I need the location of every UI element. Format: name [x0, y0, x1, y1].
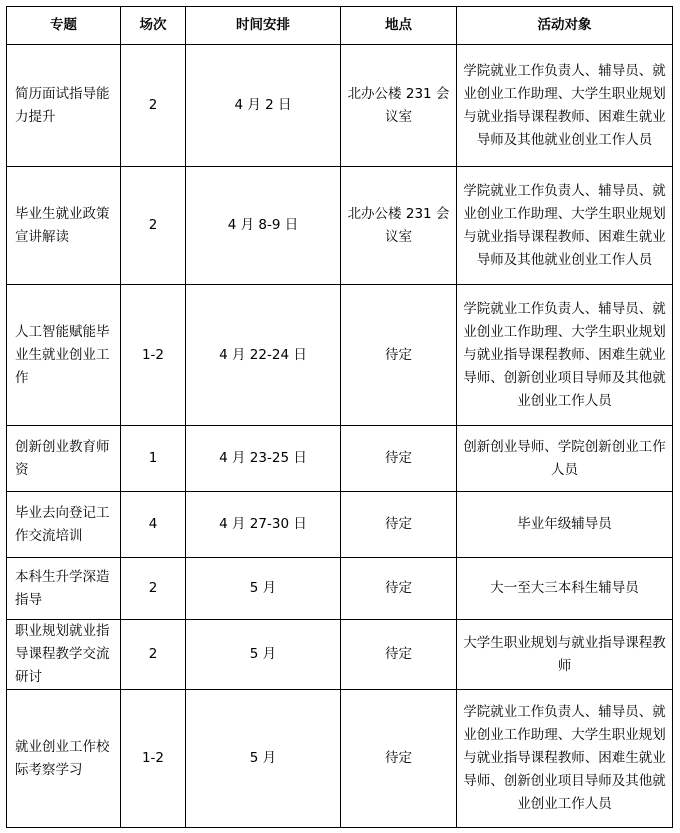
- table-row: [7, 690, 673, 828]
- cell-sessions: 1: [121, 426, 186, 492]
- training-schedule-table: [6, 6, 673, 828]
- cell-topic: 毕业去向登记工作交流培训: [7, 492, 121, 558]
- cell-sessions: 2: [121, 620, 186, 690]
- cell-place: 北办公楼 231 会议室: [341, 45, 457, 167]
- table-row: [7, 620, 673, 690]
- cell-sessions: 1-2: [121, 285, 186, 426]
- cell-topic: 本科生升学深造指导: [7, 558, 121, 620]
- cell-time: 4 月 27-30 日: [186, 492, 341, 558]
- table-row: [7, 45, 673, 167]
- table-row: [7, 426, 673, 492]
- cell-sessions: 1-2: [121, 690, 186, 828]
- cell-sessions: 2: [121, 45, 186, 167]
- cell-sessions: 2: [121, 558, 186, 620]
- cell-audience: 大学生职业规划与就业指导课程教师: [457, 620, 673, 690]
- table-row: [7, 492, 673, 558]
- table-row: [7, 167, 673, 285]
- table-row: [7, 285, 673, 426]
- cell-sessions: 2: [121, 167, 186, 285]
- cell-topic: 创新创业教育师资: [7, 426, 121, 492]
- cell-time: 4 月 8-9 日: [186, 167, 341, 285]
- cell-topic: 职业规划就业指导课程教学交流研讨: [7, 620, 121, 690]
- cell-audience: 创新创业导师、学院创新创业工作人员: [457, 426, 673, 492]
- header-row: [7, 7, 673, 45]
- cell-topic: 毕业生就业政策宣讲解读: [7, 167, 121, 285]
- header-audience: 活动对象: [457, 7, 673, 45]
- cell-time: 5 月: [186, 558, 341, 620]
- table-row: [7, 558, 673, 620]
- cell-time: 5 月: [186, 620, 341, 690]
- cell-audience: 学院就业工作负责人、辅导员、就业创业工作助理、大学生职业规划与就业指导课程教师、困难生就业导师及其他就业创业工作人员: [457, 167, 673, 285]
- cell-place: 待定: [341, 492, 457, 558]
- header-time: 时间安排: [186, 7, 341, 45]
- cell-audience: 大一至大三本科生辅导员: [457, 558, 673, 620]
- cell-topic: 人工智能赋能毕业生就业创业工作: [7, 285, 121, 426]
- cell-topic: 就业创业工作校际考察学习: [7, 690, 121, 828]
- cell-sessions: 4: [121, 492, 186, 558]
- cell-audience: 毕业年级辅导员: [457, 492, 673, 558]
- cell-place: 待定: [341, 426, 457, 492]
- cell-place: 待定: [341, 690, 457, 828]
- cell-time: 5 月: [186, 690, 341, 828]
- header-place: 地点: [341, 7, 457, 45]
- cell-time: 4 月 22-24 日: [186, 285, 341, 426]
- cell-audience: 学院就业工作负责人、辅导员、就业创业工作助理、大学生职业规划与就业指导课程教师、困难生就业导师及其他就业创业工作人员: [457, 45, 673, 167]
- cell-place: 待定: [341, 558, 457, 620]
- cell-audience: 学院就业工作负责人、辅导员、就业创业工作助理、大学生职业规划与就业指导课程教师、困难生就业导师、创新创业项目导师及其他就业创业工作人员: [457, 285, 673, 426]
- cell-time: 4 月 2 日: [186, 45, 341, 167]
- cell-time: 4 月 23-25 日: [186, 426, 341, 492]
- cell-place: 北办公楼 231 会议室: [341, 167, 457, 285]
- cell-topic: 简历面试指导能力提升: [7, 45, 121, 167]
- cell-audience: 学院就业工作负责人、辅导员、就业创业工作助理、大学生职业规划与就业指导课程教师、困难生就业导师、创新创业项目导师及其他就业创业工作人员: [457, 690, 673, 828]
- cell-place: 待定: [341, 620, 457, 690]
- cell-place: 待定: [341, 285, 457, 426]
- header-topic: 专题: [7, 7, 121, 45]
- header-sessions: 场次: [121, 7, 186, 45]
